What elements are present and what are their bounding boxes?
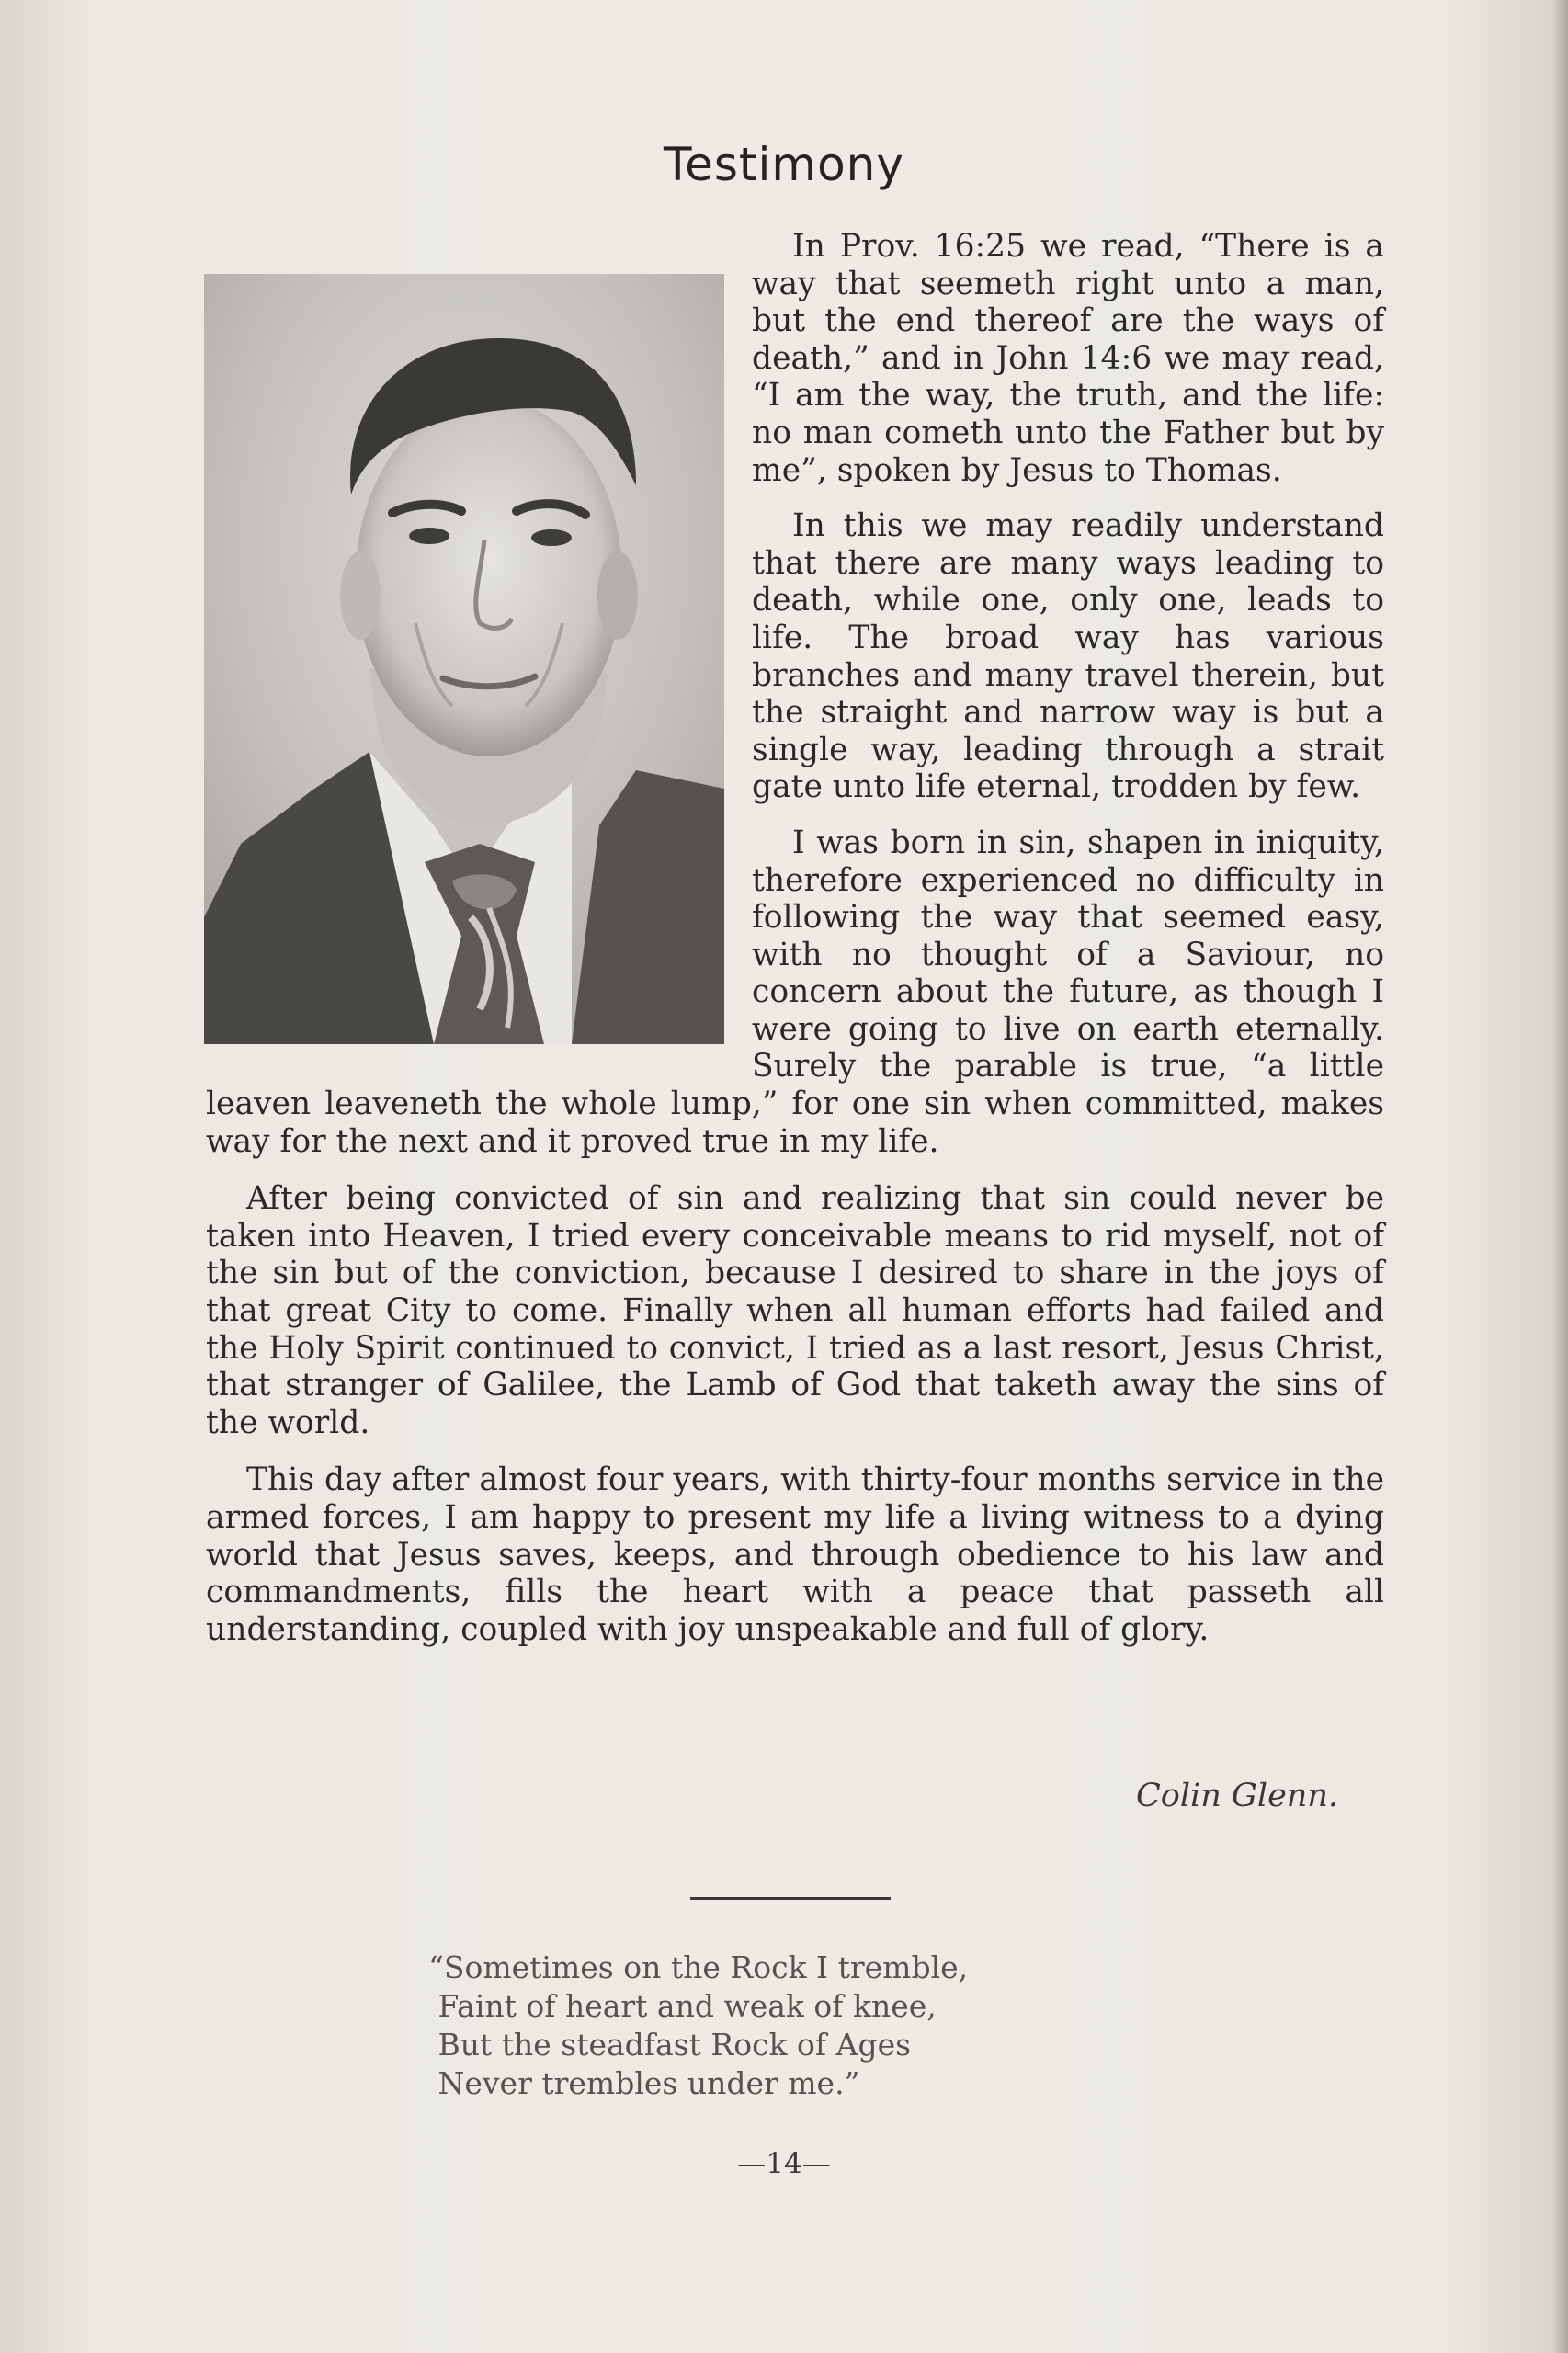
poem-quote <box>428 1949 968 2103</box>
photo-wrap-spacer <box>206 228 752 1074</box>
testimony-body <box>206 228 1384 1648</box>
poem-line: But the steadfast Rock of Ages <box>428 2027 912 2063</box>
poem-line: Never trembles under me.” <box>428 2065 860 2101</box>
paragraph-1: In Prov. 16:25 we read, “There is a way that seemeth right unto a man, but the end thereof are the ways of death,” and in John 14:6 we may read, “I am the way, the truth, and the life: no man cometh unto the Father but by me”, spoken by Jesus to Thomas. <box>752 228 1384 489</box>
page-title: Testimony <box>664 138 904 191</box>
author-signature: Colin Glenn. <box>1136 1778 1338 1814</box>
page-edge-shadow <box>1551 0 1568 2353</box>
poem-line: “Sometimes on the Rock I tremble, <box>428 1949 969 1985</box>
poem-line: Faint of heart and weak of knee, <box>428 1988 937 2024</box>
page-number: —14— <box>737 2147 831 2180</box>
paragraph-3: I was born in sin, shapen in iniquity, therefore experienced no difficulty in following the way that seemed easy, with no thought of a Saviour, no concern about the future, as though I were going to live on earth eternally. Surely the parable is true, “a little leaven leaveneth the whole lump,” for one sin when committed, makes way for the next and it proved true in my life. <box>206 824 1384 1160</box>
paragraph-5: This day after almost four years, with thirty-four months service in the armed forces, I am happy to present my life a living witness to a dying world that Jesus saves, keeps, and through obedience to his law and commandments, fills the heart with a peace that passeth all understanding, coupled with joy unspeakable and full of glory. <box>206 1461 1384 1648</box>
paragraph-2: In this we may readily understand that there are many ways leading to death, while one, only one, leads to life. The broad way has various branches and many travel therein, but the straight and narrow way is but a single way, leading through a strait gate unto life eternal, trodden by few. <box>752 507 1384 806</box>
section-divider <box>690 1897 891 1900</box>
paragraph-4: After being convicted of sin and realizing that sin could never be taken into Heaven, I tried every conceivable means to rid myself, not of the sin but of the conviction, because I desired to share in the joys of that great City to come. Finally when all human efforts had failed and the Holy Spirit continued to convict, I tried as a last resort, Jesus Christ, that stranger of Galilee, the Lamb of God that taketh away the sins of the world. <box>206 1180 1384 1441</box>
